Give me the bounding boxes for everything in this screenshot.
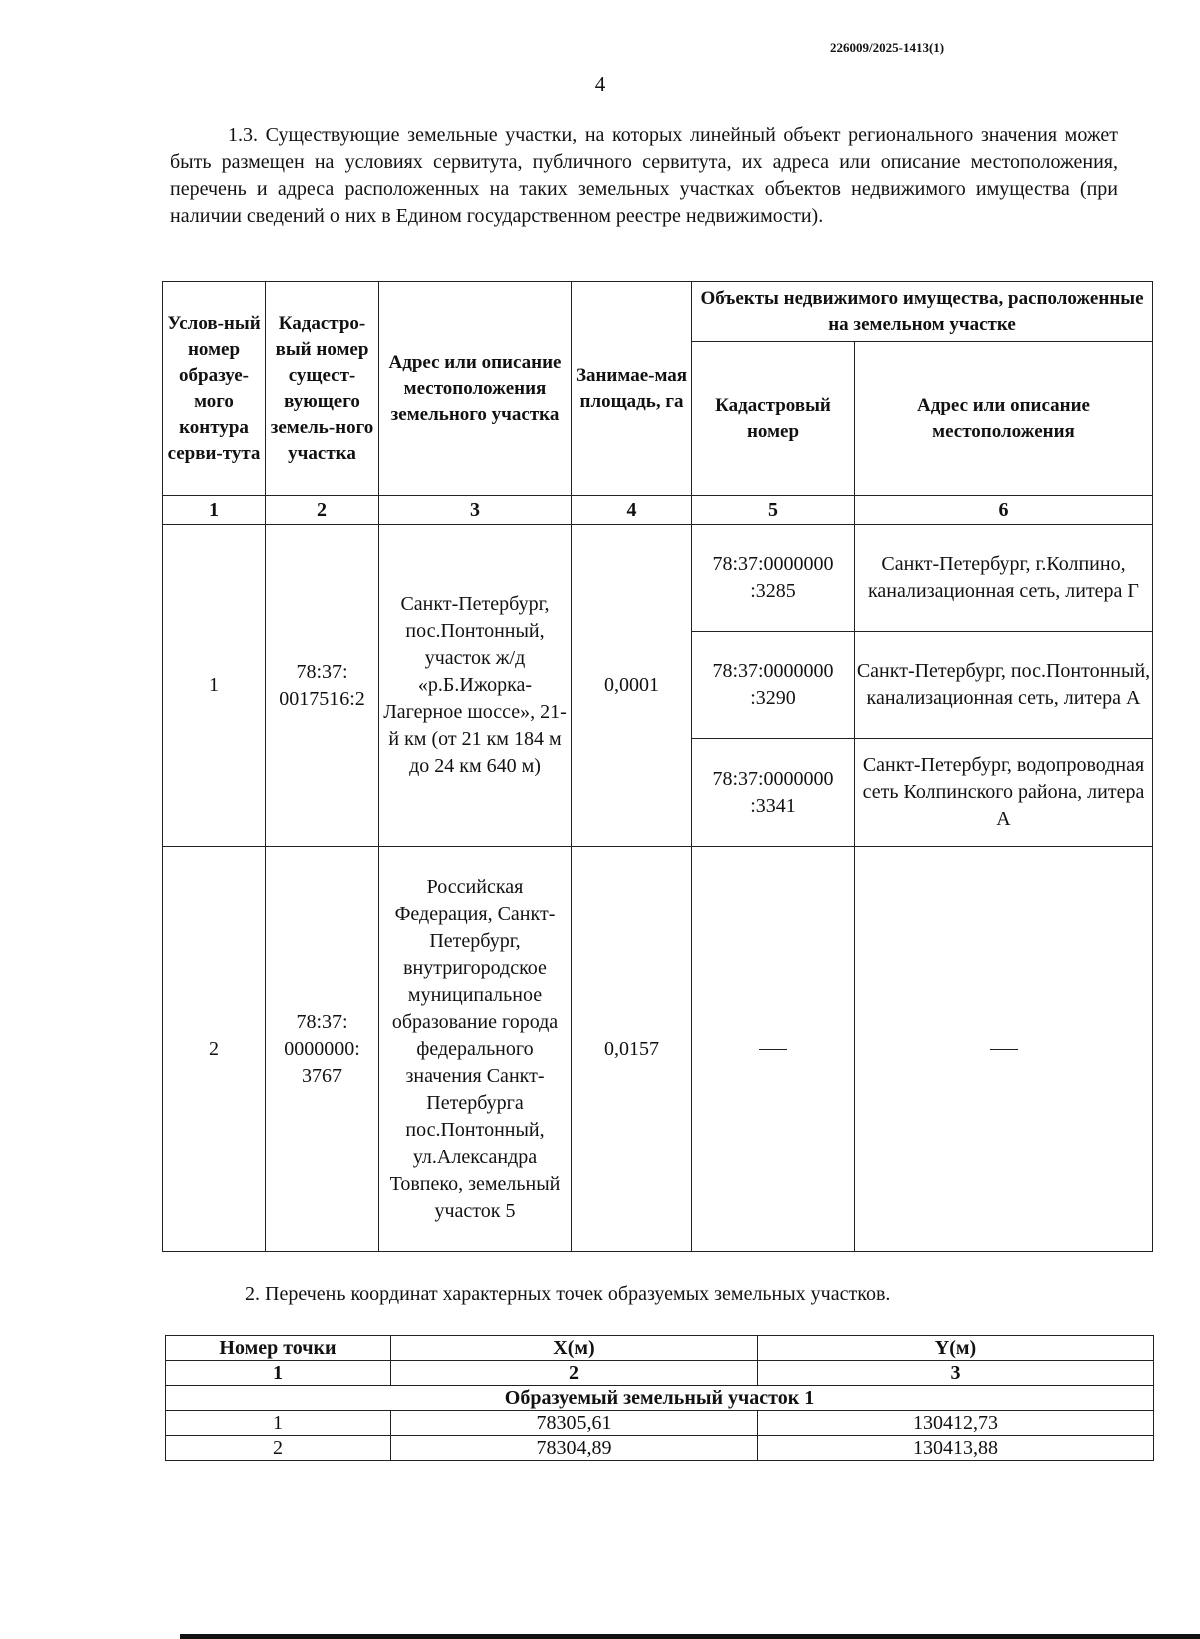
column-number: 1 [166, 1361, 391, 1386]
object-cadastral-number: 78:37:0000000 :3285 [692, 525, 855, 632]
occupied-area: 0,0001 [572, 525, 692, 847]
plot-address: Российская Федерация, Санкт-Петербург, внутригородское муниципальное образование города федерального значения Санкт-Петербурга пос.Понтонный, ул.Александра Товпеко, земельный участок 5 [379, 847, 572, 1252]
plot-cadastral-number: 78:37: 0017516:2 [266, 525, 379, 847]
land-plot-subheader: Образуемый земельный участок 1 [166, 1386, 1154, 1411]
occupied-area: 0,0157 [572, 847, 692, 1252]
column-number: 4 [572, 496, 692, 525]
contour-number: 2 [163, 847, 266, 1252]
column-number: 2 [266, 496, 379, 525]
y-coordinate: 130412,73 [758, 1411, 1154, 1436]
object-cadastral-number [692, 847, 855, 1252]
header-plot-address: Адрес или описание местоположения земельного участка [379, 282, 572, 496]
object-address: Санкт-Петербург, водопроводная сеть Колпинского района, литера А [855, 739, 1153, 847]
column-number: 6 [855, 496, 1153, 525]
land-plot-subheader-row [166, 1386, 1154, 1411]
object-address: Санкт-Петербург, пос.Понтонный, канализационная сеть, литера А [855, 632, 1153, 739]
empty-dash [990, 1049, 1018, 1050]
column-number-row [163, 496, 1153, 525]
header-contour-number: Услов-ный номер образуе-мого контура серви-тута [163, 282, 266, 496]
section-1-3-paragraph: 1.3. Существующие земельные участки, на которых линейный объект регионального значения может быть размещен на условиях сервитута, публичного сервитута, их адреса или описание местоположения, перечень и адреса расположенных на таких земельных участках объектов недвижимого имущества (при наличии сведений о них в Едином государственном реестре недвижимости). [170, 124, 1118, 227]
header-point-number: Номер точки [166, 1336, 391, 1361]
plot-address: Санкт-Петербург, пос.Понтонный, участок ж/д «р.Б.Ижорка-Лагерное шоссе», 21-й км (от 21 км 184 м до 24 км 640 м) [379, 525, 572, 847]
column-number: 5 [692, 496, 855, 525]
y-coordinate: 130413,88 [758, 1436, 1154, 1461]
servitude-land-plots-table [162, 281, 1153, 1252]
point-number: 2 [166, 1436, 391, 1461]
object-address: Санкт-Петербург, г.Колпино, канализационная сеть, литера Г [855, 525, 1153, 632]
column-number: 3 [379, 496, 572, 525]
header-cadastral-number: Кадастро-вый номер сущест-вующего земель-ного участка [266, 282, 379, 496]
object-cadastral-number: 78:37:0000000 :3341 [692, 739, 855, 847]
coordinates-header-row [166, 1336, 1154, 1361]
header-real-estate-objects: Объекты недвижимого имущества, расположенные на земельном участке [692, 282, 1153, 342]
table-row [166, 1411, 1154, 1436]
x-coordinate: 78304,89 [391, 1436, 758, 1461]
table-row [166, 1436, 1154, 1461]
header-object-address: Адрес или описание местоположения [855, 342, 1153, 496]
section-2-heading: 2. Перечень координат характерных точек образуемых земельных участков. [245, 1283, 891, 1305]
plot-cadastral-number: 78:37: 0000000: 3767 [266, 847, 379, 1252]
table-row [163, 847, 1153, 1252]
page-number: 4 [594, 72, 606, 96]
header-x: X(м) [391, 1336, 758, 1361]
empty-dash [759, 1049, 787, 1050]
x-coordinate: 78305,61 [391, 1411, 758, 1436]
point-number: 1 [166, 1411, 391, 1436]
header-occupied-area: Занимае-мая площадь, га [572, 282, 692, 496]
header-y: Y(м) [758, 1336, 1154, 1361]
column-number: 2 [391, 1361, 758, 1386]
object-cadastral-number: 78:37:0000000 :3290 [692, 632, 855, 739]
column-number: 3 [758, 1361, 1154, 1386]
header-object-cadastral: Кадастровый номер [692, 342, 855, 496]
column-number: 1 [163, 496, 266, 525]
column-number-row [166, 1361, 1154, 1386]
coordinates-table [165, 1335, 1154, 1461]
object-address [855, 847, 1153, 1252]
table-row [163, 525, 1153, 632]
document-id: 226009/2025-1413(1) [830, 40, 945, 55]
contour-number: 1 [163, 525, 266, 847]
scan-bottom-edge [180, 1634, 1200, 1639]
